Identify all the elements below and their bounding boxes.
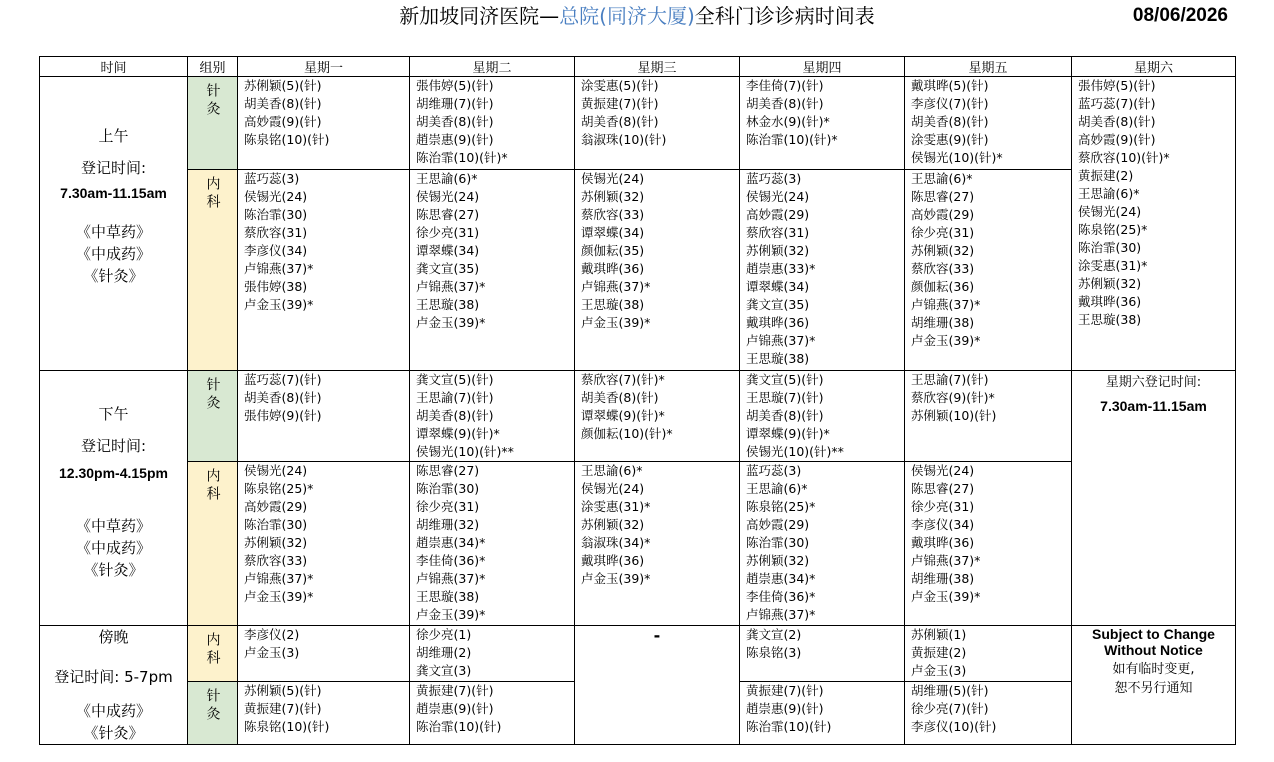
doctor-entry: 蔡欣容(33)	[581, 207, 645, 222]
doctor-entry: 李彦仪(34)	[244, 243, 308, 258]
doctor-entry: 陈泉铭(10)(针)	[244, 719, 330, 735]
pm-zj-thu	[740, 371, 905, 462]
doctor-entry: 苏俐颖(10)(针)	[911, 408, 997, 423]
doctor-entry: 張伟婷(5)(针)	[1078, 78, 1156, 93]
doctor-entry: 侯锡光(10)(针)*	[911, 150, 1003, 165]
doctor-entry: 卢锦燕(37)*	[911, 297, 981, 312]
evening-neike-row	[40, 626, 1236, 682]
am-zj-mon	[238, 77, 410, 170]
doctor-entry: 戴琪晔(5)(针)	[911, 78, 989, 93]
doctor-entry: 徐少亮(31)	[416, 225, 480, 240]
am-nk-fri	[905, 170, 1072, 371]
doctor-entry: 涂雯惠(9)(针)	[911, 132, 989, 147]
doctor-entry: 張伟婷(38)	[244, 279, 308, 294]
doctor-entry: 卢金玉(3)	[911, 663, 967, 678]
doctor-entry: 陈思睿(27)	[416, 463, 480, 478]
doctor-entry: 卢锦燕(37)*	[244, 261, 314, 276]
doctor-entry: 胡美香(8)(针)	[244, 96, 322, 111]
doctor-entry: 陈思睿(27)	[416, 207, 480, 222]
doctor-entry: 侯锡光(24)	[581, 171, 645, 186]
doctor-entry: 龚文宣(35)	[746, 297, 810, 312]
doctor-entry: 蔡欣容(7)(针)*	[581, 372, 665, 387]
doctor-entry: 高妙霞(29)	[244, 499, 308, 514]
doctor-entry: 李佳倚(36)*	[746, 589, 816, 604]
doctor-entry: 侯锡光(24)	[746, 189, 810, 204]
doctor-entry: 涂雯惠(31)*	[581, 499, 651, 514]
doctor-entry: 颜伽耘(35)	[581, 243, 645, 258]
morning-time-cell	[40, 77, 188, 371]
ev-zj-fri	[905, 682, 1072, 745]
doctor-entry: 胡美香(8)(针)	[244, 390, 322, 405]
am-zj-thu	[740, 77, 905, 170]
notice-en-1: Subject to Change	[1092, 626, 1215, 642]
doctor-entry: 徐少亮(1)	[416, 627, 472, 642]
group-zhenjiu	[188, 682, 238, 745]
group-label: 针灸	[204, 688, 221, 725]
header-wed: 星期三	[575, 57, 740, 77]
doctor-entry: 苏俐颖(5)(针)	[244, 683, 322, 699]
doctor-entry: 苏俐颖(32)	[581, 189, 645, 204]
doctor-entry: 苏俐颖(32)	[581, 517, 645, 532]
doctor-entry: 蓝巧蕊(7)(针)	[1078, 96, 1156, 111]
am-nk-wed	[575, 170, 740, 371]
doctor-entry: 黄振建(7)(针)	[581, 96, 659, 111]
sat-reg-label: 星期六登记时间:	[1105, 375, 1202, 390]
doctor-entry: 陈泉铭(25)*	[244, 481, 314, 496]
doctor-entry: 胡美香(8)(针)	[416, 408, 494, 423]
morning-reg-label: 登记时间:	[80, 159, 147, 177]
doctor-entry: 胡美香(8)(针)	[581, 114, 659, 129]
am-nk-tue	[410, 170, 575, 371]
doctor-entry: 苏俐颖(32)	[746, 553, 810, 568]
doctor-entry: 李佳倚(36)*	[416, 553, 486, 568]
doctor-entry: 卢金玉(39)*	[416, 607, 486, 622]
afternoon-zhenjiu-row	[40, 371, 1236, 462]
doctor-entry: 侯锡光(24)	[244, 189, 308, 204]
doctor-entry: 蔡欣容(9)(针)*	[911, 390, 995, 405]
doctor-entry: 黄振建(7)(针)	[244, 701, 322, 717]
doctor-entry: 龚文宣(35)	[416, 261, 480, 276]
doctor-entry: 胡维珊(38)	[911, 571, 975, 586]
doctor-entry: 颜伽耘(10)(针)*	[581, 426, 673, 441]
doctor-entry: 李彦仪(7)(针)	[911, 96, 989, 111]
doctor-entry: 高妙霞(29)	[746, 517, 810, 532]
doctor-entry: 陈治霏(30)	[416, 481, 480, 496]
pm-zj-fri	[905, 371, 1072, 462]
doctor-entry: 蔡欣容(31)	[746, 225, 810, 240]
morning-reg-time: 7.30am-11.15am	[60, 185, 167, 201]
doctor-entry: 侯锡光(24)	[416, 189, 480, 204]
doctor-entry: 苏俐颖(32)	[244, 535, 308, 550]
doctor-entry: 蓝巧蕊(3)	[746, 171, 802, 186]
doctor-entry: 侯锡光(10)(针)**	[746, 444, 844, 459]
doctor-entry: 王思璇(7)(针)	[746, 390, 824, 405]
doctor-entry: 陈治霏(10)(针)	[746, 719, 832, 735]
doctor-entry: 蔡欣容(10)(针)*	[1078, 150, 1170, 165]
morning-note: 《针灸》	[83, 267, 144, 285]
group-zhenjiu	[188, 77, 238, 170]
doctor-entry: 陈治霏(30)	[244, 207, 308, 222]
doctor-entry: 侯锡光(24)	[581, 481, 645, 496]
doctor-entry: 翁淑珠(10)(针)	[581, 132, 667, 147]
doctor-entry: 陈治霏(10)(针)*	[416, 150, 508, 165]
doctor-entry: 卢金玉(39)*	[581, 315, 651, 330]
doctor-entry: 戴琪晔(36)	[1078, 294, 1142, 309]
afternoon-note: 《针灸》	[83, 561, 144, 579]
morning-label: 上午	[98, 127, 129, 145]
morning-note: 《中草药》	[75, 223, 151, 241]
doctor-entry: 卢锦燕(37)*	[581, 279, 651, 294]
doctor-entry: 陈治霏(30)	[244, 517, 308, 532]
evening-note: 《中成药》	[75, 702, 151, 720]
doctor-entry: 涂雯惠(31)*	[1078, 258, 1148, 273]
doctor-entry: 王思璇(38)	[416, 589, 480, 604]
doctor-entry: 王思璇(38)	[581, 297, 645, 312]
doctor-entry: 蓝巧蕊(7)(针)	[244, 372, 322, 387]
doctor-entry: 谭翠蝶(34)	[416, 243, 480, 258]
doctor-entry: 颜伽耘(36)	[911, 279, 975, 294]
doctor-entry: 卢金玉(39)*	[581, 571, 651, 586]
sat-reg-time: 7.30am-11.15am	[1100, 398, 1207, 414]
doctor-entry: 侯锡光(24)	[244, 463, 308, 478]
doctor-entry: 蔡欣容(31)	[244, 225, 308, 240]
doctor-entry: 卢锦燕(37)*	[746, 333, 816, 348]
doctor-entry: 陈泉铭(25)*	[746, 499, 816, 514]
evening-note: 《针灸》	[83, 724, 144, 742]
ev-nk-thu	[740, 626, 905, 682]
doctor-entry: 趙崇惠(9)(针)	[746, 701, 824, 717]
doctor-entry: 趙崇惠(34)*	[746, 571, 816, 586]
doctor-entry: 王思諭(6)*	[911, 171, 973, 186]
title-suffix: 全科门诊诊病时间表	[694, 4, 875, 28]
am-zj-tue	[410, 77, 575, 170]
group-zhenjiu	[188, 371, 238, 462]
doctor-entry: 卢金玉(39)*	[244, 297, 314, 312]
doctor-entry: 戴琪晔(36)	[746, 315, 810, 330]
header-tue: 星期二	[410, 57, 575, 77]
doctor-entry: 胡美香(8)(针)	[1078, 114, 1156, 129]
doctor-entry: 侯锡光(24)	[911, 463, 975, 478]
doctor-entry: 卢金玉(39)*	[244, 589, 314, 604]
doctor-entry: 卢锦燕(37)*	[911, 553, 981, 568]
doctor-entry: 胡维珊(32)	[416, 517, 480, 532]
header-sat: 星期六	[1072, 57, 1236, 77]
doctor-entry: 苏俐颖(32)	[911, 243, 975, 258]
group-neike	[188, 170, 238, 371]
doctor-entry: 陈治霏(30)	[1078, 240, 1142, 255]
doctor-entry: 龚文宣(3)	[416, 663, 472, 678]
doctor-entry: 李彦仪(10)(针)	[911, 719, 997, 735]
doctor-entry: 黄振建(7)(针)	[746, 683, 824, 699]
doctor-entry: 黄振建(2)	[911, 645, 967, 660]
ev-nk-tue	[410, 626, 575, 682]
doctor-entry: 蔡欣容(33)	[911, 261, 975, 276]
doctor-entry: 卢金玉(3)	[244, 645, 300, 660]
pm-nk-thu	[740, 462, 905, 626]
morning-neike-row	[40, 170, 1236, 371]
ev-nk-mon	[238, 626, 410, 682]
group-neike	[188, 626, 238, 682]
doctor-entry: 谭翠蝶(34)	[581, 225, 645, 240]
doctor-entry: 高妙霞(29)	[746, 207, 810, 222]
header-thu: 星期四	[740, 57, 905, 77]
doctor-entry: 胡维珊(5)(针)	[911, 683, 989, 699]
am-sat	[1072, 77, 1236, 371]
doctor-entry: 苏俐颖(5)(针)	[244, 78, 322, 93]
doctor-entry: 徐少亮(31)	[911, 225, 975, 240]
doctor-entry: 陈治霏(30)	[746, 535, 810, 550]
doctor-entry: 胡维珊(38)	[911, 315, 975, 330]
doctor-entry: 卢锦燕(37)*	[244, 571, 314, 586]
doctor-entry: 王思諭(7)(针)	[911, 372, 989, 387]
doctor-entry: 徐少亮(31)	[416, 499, 480, 514]
evening-reg-label: 登记时间: 5-7pm	[54, 668, 173, 686]
doctor-entry: 龚文宣(5)(针)	[416, 372, 494, 387]
afternoon-label: 下午	[98, 405, 129, 423]
doctor-entry: 胡维珊(2)	[416, 645, 472, 660]
header-mon: 星期一	[238, 57, 410, 77]
doctor-entry: 苏俐颖(32)	[746, 243, 810, 258]
doctor-entry: 谭翠蝶(34)	[746, 279, 810, 294]
group-label: 内科	[204, 632, 221, 668]
doctor-entry: 李彦仪(2)	[244, 627, 300, 642]
doctor-entry: 王思璇(38)	[416, 297, 480, 312]
doctor-entry: 蓝巧蕊(3)	[244, 171, 300, 186]
doctor-entry: 高妙霞(9)(针)	[1078, 132, 1156, 147]
notice-cn-2: 恕不另行通知	[1114, 681, 1193, 696]
doctor-entry: 王思諭(6)*	[746, 481, 808, 496]
doctor-entry: 卢金玉(39)*	[416, 315, 486, 330]
pm-zj-wed	[575, 371, 740, 462]
doctor-entry: 卢金玉(39)*	[911, 333, 981, 348]
doctor-entry: 龚文宣(5)(针)	[746, 372, 824, 387]
ev-zj-tue	[410, 682, 575, 745]
group-label: 内科	[204, 176, 221, 212]
doctor-entry: 徐少亮(7)(针)	[911, 701, 989, 717]
doctor-entry: 陈思睿(27)	[911, 481, 975, 496]
title-highlight: 总院(同济大厦)	[559, 4, 695, 28]
doctor-entry: 王思諭(6)*	[1078, 186, 1140, 201]
notice-cell	[1072, 626, 1236, 745]
schedule-date: 08/06/2026	[1132, 5, 1228, 26]
pm-nk-tue	[410, 462, 575, 626]
header-row	[40, 57, 1236, 77]
doctor-entry: 谭翠蝶(9)(针)*	[416, 426, 500, 441]
doctor-entry: 侯锡光(24)	[1078, 204, 1142, 219]
ev-zj-thu	[740, 682, 905, 745]
doctor-entry: 胡美香(8)(针)	[416, 114, 494, 129]
schedule-title	[0, 2, 1274, 30]
doctor-entry: 戴琪晔(36)	[581, 553, 645, 568]
afternoon-neike-row	[40, 462, 1236, 626]
group-label: 针灸	[204, 83, 221, 119]
schedule-table	[39, 56, 1236, 745]
pm-zj-mon	[238, 371, 410, 462]
header-time: 时间	[40, 57, 188, 77]
doctor-entry: 涂雯惠(5)(针)	[581, 78, 659, 93]
doctor-entry: 侯锡光(10)(针)**	[416, 444, 514, 459]
afternoon-time-cell	[40, 371, 188, 626]
title-prefix: 新加坡同济医院—	[399, 4, 560, 28]
pm-zj-tue	[410, 371, 575, 462]
doctor-entry: 黄振建(2)	[1078, 168, 1134, 183]
afternoon-note: 《中成药》	[75, 539, 151, 557]
doctor-entry: 戴琪晔(36)	[581, 261, 645, 276]
notice-en-2: Without Notice	[1104, 642, 1203, 658]
doctor-entry: 陈泉铭(3)	[746, 645, 802, 660]
doctor-entry: 張伟婷(5)(针)	[416, 78, 494, 93]
doctor-entry: 谭翠蝶(9)(针)*	[746, 426, 830, 441]
doctor-entry: 王思諭(6)*	[581, 463, 643, 478]
sat-afternoon-note	[1072, 371, 1236, 626]
pm-nk-mon	[238, 462, 410, 626]
doctor-entry: 戴琪晔(36)	[911, 535, 975, 550]
ev-nk-fri	[905, 626, 1072, 682]
doctor-entry: 黄振建(7)(针)	[416, 683, 494, 699]
afternoon-reg-label: 登记时间:	[80, 437, 147, 455]
doctor-entry: 王思璇(38)	[1078, 312, 1142, 327]
doctor-entry: 高妙霞(29)	[911, 207, 975, 222]
group-label: 针灸	[204, 377, 221, 413]
header-group: 组别	[188, 57, 238, 77]
doctor-entry: 徐少亮(31)	[911, 499, 975, 514]
pm-nk-fri	[905, 462, 1072, 626]
doctor-entry: 陈治霏(10)(针)*	[746, 132, 838, 147]
pm-nk-wed	[575, 462, 740, 626]
am-zj-fri	[905, 77, 1072, 170]
am-zj-wed	[575, 77, 740, 170]
doctor-entry: 王思諭(7)(针)	[416, 390, 494, 405]
doctor-entry: 趙崇惠(9)(针)	[416, 132, 494, 147]
morning-note: 《中成药》	[75, 245, 151, 263]
doctor-entry: 胡美香(8)(针)	[746, 408, 824, 423]
doctor-entry: 陈治霏(10)(针)	[416, 719, 502, 735]
doctor-entry: 谭翠蝶(9)(针)*	[581, 408, 665, 423]
doctor-entry: 陈泉铭(10)(针)	[244, 132, 330, 147]
am-nk-thu	[740, 170, 905, 371]
afternoon-reg-time: 12.30pm-4.15pm	[59, 465, 168, 481]
doctor-entry: 王思璇(38)	[746, 351, 810, 366]
doctor-entry: 張伟婷(9)(针)	[244, 408, 322, 423]
doctor-entry: 苏俐颖(32)	[1078, 276, 1142, 291]
doctor-entry: 趙崇惠(9)(针)	[416, 701, 494, 717]
ev-wed-empty: -	[575, 626, 740, 745]
doctor-entry: 苏俐颖(1)	[911, 627, 967, 642]
evening-time-cell	[40, 626, 188, 745]
doctor-entry: 趙崇惠(34)*	[416, 535, 486, 550]
morning-zhenjiu-row	[40, 77, 1236, 170]
doctor-entry: 卢锦燕(37)*	[746, 607, 816, 622]
doctor-entry: 陈思睿(27)	[911, 189, 975, 204]
doctor-entry: 胡美香(8)(针)	[581, 390, 659, 405]
doctor-entry: 李彦仪(34)	[911, 517, 975, 532]
header-fri: 星期五	[905, 57, 1072, 77]
doctor-entry: 卢金玉(39)*	[911, 589, 981, 604]
doctor-entry: 蔡欣容(33)	[244, 553, 308, 568]
doctor-entry: 林金水(9)(针)*	[746, 114, 830, 129]
doctor-entry: 高妙霞(9)(针)	[244, 114, 322, 129]
doctor-entry: 卢锦燕(37)*	[416, 571, 486, 586]
doctor-entry: 蓝巧蕊(3)	[746, 463, 802, 478]
doctor-entry: 李佳倚(7)(针)	[746, 78, 824, 93]
doctor-entry: 胡维珊(7)(针)	[416, 96, 494, 111]
afternoon-note: 《中草药》	[75, 517, 151, 535]
am-nk-mon	[238, 170, 410, 371]
group-label: 内科	[204, 468, 221, 504]
doctor-entry: 胡美香(8)(针)	[746, 96, 824, 111]
doctor-entry: 王思諭(6)*	[416, 171, 478, 186]
doctor-entry: 陈泉铭(25)*	[1078, 222, 1148, 237]
group-neike	[188, 462, 238, 626]
doctor-entry: 翁淑珠(34)*	[581, 535, 651, 550]
evening-label: 傍晚	[98, 628, 129, 646]
notice-cn-1: 如有临时变更,	[1112, 662, 1195, 677]
doctor-entry: 龚文宣(2)	[746, 627, 802, 642]
doctor-entry: 卢锦燕(37)*	[416, 279, 486, 294]
doctor-entry: 胡美香(8)(针)	[911, 114, 989, 129]
doctor-entry: 趙崇惠(33)*	[746, 261, 816, 276]
ev-zj-mon	[238, 682, 410, 745]
